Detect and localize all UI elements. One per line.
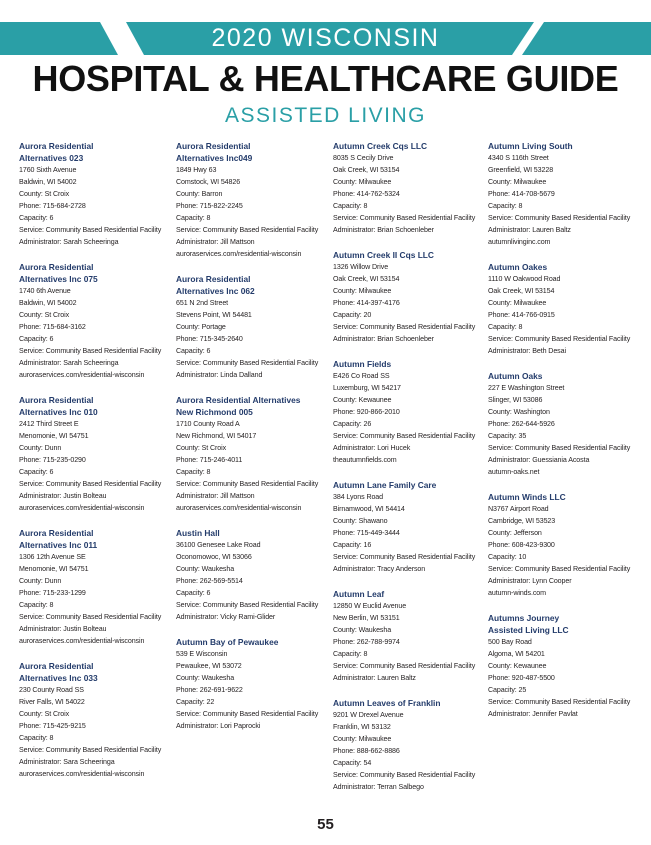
facility-detail: Capacity: 16 — [333, 541, 372, 549]
facility-entry — [19, 660, 169, 780]
facility-detail: County: Waukesha — [176, 565, 235, 573]
facility-detail: Phone: 262-788-9974 — [333, 638, 400, 646]
facility-detail: Phone: 715-235-0290 — [19, 456, 86, 464]
facility-name: Autumn Living South — [488, 141, 573, 151]
facility-detail: Phone: 262-644-5926 — [488, 420, 555, 428]
facility-detail: Service: Community Based Residential Facility — [19, 746, 162, 754]
facility-detail: 12850 W Euclid Avenue — [333, 602, 407, 610]
facility-detail: auroraservices.com/residential-wisconsin — [19, 637, 145, 645]
facility-detail: Capacity: 25 — [488, 686, 527, 694]
facility-detail: Phone: 920-866-2010 — [333, 408, 400, 416]
facility-detail: Capacity: 22 — [176, 698, 215, 706]
facility-detail: Service: Community Based Residential Facility — [19, 613, 162, 621]
facility-detail: Slinger, WI 53086 — [488, 396, 543, 404]
facility-detail: Service: Community Based Residential Facility — [333, 214, 476, 222]
facility-detail: Baldwin, WI 54002 — [19, 299, 77, 307]
facility-entry — [176, 527, 326, 623]
facility-detail: Administrator: Jill Mattson — [176, 238, 255, 246]
facility-detail: Capacity: 8 — [333, 650, 368, 658]
facility-detail: 1740 6th Avenue — [19, 287, 71, 295]
facility-detail: Phone: 715-449-3444 — [333, 529, 400, 537]
facility-detail: Phone: 414-766-0915 — [488, 311, 555, 319]
facility-detail: Phone: 715-684-2728 — [19, 202, 86, 210]
facility-detail: Phone: 715-345-2640 — [176, 335, 243, 343]
facility-entry — [333, 588, 483, 684]
facility-entry — [488, 370, 638, 478]
facility-name: Alternatives Inc 033 — [19, 673, 98, 683]
facility-entry — [333, 697, 483, 793]
facility-detail: 4340 S 116th Street — [488, 154, 549, 162]
facility-detail: Service: Community Based Residential Facility — [19, 480, 162, 488]
facility-detail: County: Waukesha — [176, 674, 235, 682]
facility-entry — [176, 273, 326, 381]
facility-detail: Administrator: Lynn Cooper — [488, 577, 572, 585]
facility-detail: Administrator: Guessiania Acosta — [488, 456, 590, 464]
listing-column-4 — [488, 140, 638, 733]
facility-detail: Phone: 262-691-9622 — [176, 686, 243, 694]
facility-detail: 227 E Washington Street — [488, 384, 565, 392]
facility-detail: E426 Co Road SS — [333, 372, 390, 380]
facility-detail: Birnamwood, WI 54414 — [333, 505, 405, 513]
facility-name: Alternatives Inc049 — [176, 153, 253, 163]
facility-name: Autumns Journey — [488, 613, 560, 623]
facility-detail: Phone: 715-233-1299 — [19, 589, 86, 597]
facility-detail: autumn-winds.com — [488, 589, 546, 597]
facility-detail: Capacity: 8 — [19, 601, 54, 609]
facility-detail: County: Dunn — [19, 577, 62, 585]
facility-entry — [176, 636, 326, 732]
facility-detail: auroraservices.com/residential-wisconsin — [19, 371, 145, 379]
facility-name: Alternatives Inc 010 — [19, 407, 98, 417]
facility-detail: Service: Community Based Residential Facility — [488, 214, 631, 222]
facility-detail: Capacity: 8 — [176, 214, 211, 222]
facility-detail: County: Dunn — [19, 444, 62, 452]
facility-entry — [333, 358, 483, 466]
facility-name: Austin Hall — [176, 528, 220, 538]
facility-detail: 1849 Hwy 63 — [176, 166, 217, 174]
facility-name: Aurora Residential — [19, 528, 94, 538]
facility-entry — [333, 140, 483, 236]
facility-detail: Administrator: Beth Desai — [488, 347, 566, 355]
facility-detail: Administrator: Linda Dalland — [176, 371, 263, 379]
page-title: HOSPITAL & HEALTHCARE GUIDE — [32, 58, 619, 99]
facility-detail: Phone: 715-822-2245 — [176, 202, 243, 210]
facility-entry — [176, 394, 326, 514]
facility-name: Alternatives Inc 075 — [19, 274, 98, 284]
facility-detail: County: Portage — [176, 323, 226, 331]
facility-detail: Phone: 414-397-4176 — [333, 299, 400, 307]
facility-entry — [488, 612, 638, 720]
facility-entry — [19, 261, 169, 381]
facility-detail: 539 E Wisconsin — [176, 650, 228, 658]
facility-detail: Capacity: 8 — [488, 202, 523, 210]
facility-detail: Phone: 715-425-9215 — [19, 722, 86, 730]
facility-detail: Administrator: Jennifer Pavlat — [488, 710, 578, 718]
facility-detail: Capacity: 35 — [488, 432, 527, 440]
facility-detail: Administrator: Lauren Baltz — [333, 674, 416, 682]
facility-detail: Administrator: Brian Schoenleber — [333, 226, 434, 234]
facility-detail: Phone: 715-684-3162 — [19, 323, 86, 331]
facility-detail: River Falls, WI 54022 — [19, 698, 85, 706]
listing-column-1 — [19, 140, 169, 793]
facility-detail: Capacity: 8 — [333, 202, 368, 210]
facility-detail: auroraservices.com/residential-wisconsin — [176, 504, 302, 512]
facility-detail: 2412 Third Street E — [19, 420, 79, 428]
facility-detail: auroraservices.com/residential-wisconsin — [176, 250, 302, 258]
facility-detail: Administrator: Vicky Rami-Glider — [176, 613, 276, 621]
facility-name: Autumn Leaves of Franklin — [333, 698, 441, 708]
facility-detail: Capacity: 6 — [19, 468, 54, 476]
facility-detail: County: Shawano — [333, 517, 388, 525]
facility-detail: 230 County Road SS — [19, 686, 84, 694]
facility-detail: Administrator: Lori Paprocki — [176, 722, 261, 730]
facility-detail: Service: Community Based Residential Facility — [333, 323, 476, 331]
facility-detail: Administrator: Sara Scheeringa — [19, 758, 115, 766]
facility-detail: 1760 Sixth Avenue — [19, 166, 77, 174]
facility-name: Autumn Oaks — [488, 371, 543, 381]
facility-detail: County: St Croix — [19, 190, 70, 198]
facility-detail: Phone: 888-662-8886 — [333, 747, 400, 755]
facility-detail: Phone: 414-762-5324 — [333, 190, 400, 198]
facility-detail: Service: Community Based Residential Facility — [488, 335, 631, 343]
facility-detail: County: St Croix — [19, 710, 70, 718]
facility-detail: Capacity: 6 — [19, 214, 54, 222]
page-number: 55 — [317, 816, 334, 833]
facility-detail: Greenfield, WI 53228 — [488, 166, 554, 174]
facility-detail: Capacity: 20 — [333, 311, 372, 319]
facility-detail: Administrator: Justin Bolteau — [19, 625, 107, 633]
facility-entry — [488, 491, 638, 599]
facility-name: Aurora Residential — [19, 395, 94, 405]
facility-detail: Service: Community Based Residential Facility — [333, 771, 476, 779]
facility-detail: Pewaukee, WI 53072 — [176, 662, 242, 670]
facility-detail: autumnlivinginc.com — [488, 238, 551, 246]
facility-detail: Capacity: 6 — [176, 589, 211, 597]
facility-detail: County: St Croix — [19, 311, 70, 319]
facility-detail: Capacity: 54 — [333, 759, 372, 767]
facility-detail: Capacity: 6 — [19, 335, 54, 343]
facility-detail: County: St Croix — [176, 444, 227, 452]
facility-detail: 8035 S Cecily Drive — [333, 154, 394, 162]
facility-detail: Phone: 262-569-5514 — [176, 577, 243, 585]
facility-detail: Franklin, WI 53132 — [333, 723, 391, 731]
facility-detail: Capacity: 8 — [176, 468, 211, 476]
facility-detail: 1306 12th Avenue SE — [19, 553, 86, 561]
facility-detail: County: Barron — [176, 190, 223, 198]
facility-detail: County: Jefferson — [488, 529, 542, 537]
facility-detail: Administrator: Terran Salbego — [333, 783, 424, 791]
facility-detail: County: Milwaukee — [333, 287, 392, 295]
facility-detail: New Richmond, WI 54017 — [176, 432, 257, 440]
facility-name: Autumn Oakes — [488, 262, 548, 272]
facility-detail: Service: Community Based Residential Facility — [333, 432, 476, 440]
facility-name: Aurora Residential — [176, 141, 251, 151]
facility-detail: Administrator: Tracy Anderson — [333, 565, 426, 573]
facility-detail: Service: Community Based Residential Facility — [488, 565, 631, 573]
facility-detail: County: Milwaukee — [488, 299, 547, 307]
facility-detail: Service: Community Based Residential Facility — [176, 710, 319, 718]
facility-name: Assisted Living LLC — [488, 625, 569, 635]
facility-detail: Administrator: Justin Bolteau — [19, 492, 107, 500]
facility-detail: Service: Community Based Residential Facility — [176, 359, 319, 367]
facility-detail: Capacity: 6 — [176, 347, 211, 355]
facility-detail: Capacity: 10 — [488, 553, 527, 561]
facility-detail: County: Kewaunee — [333, 396, 392, 404]
facility-name: Aurora Residential — [19, 141, 94, 151]
facility-detail: County: Waukesha — [333, 626, 392, 634]
facility-detail: 1326 Willow Drive — [333, 263, 389, 271]
facility-detail: Baldwin, WI 54002 — [19, 178, 77, 186]
facility-detail: Service: Community Based Residential Facility — [19, 226, 162, 234]
facility-detail: Menomonie, WI 54751 — [19, 565, 89, 573]
facility-name: Autumn Lane Family Care — [333, 480, 437, 490]
facility-detail: 1110 W Oakwood Road — [488, 275, 561, 283]
facility-detail: Service: Community Based Residential Facility — [176, 480, 319, 488]
facility-detail: County: Kewaunee — [488, 662, 547, 670]
facility-detail: 9201 W Drexel Avenue — [333, 711, 404, 719]
facility-detail: Cambridge, WI 53523 — [488, 517, 556, 525]
facility-name: New Richmond 005 — [176, 407, 253, 417]
facility-entry — [488, 140, 638, 248]
facility-detail: autumn-oaks.net — [488, 468, 540, 476]
header-banner — [0, 22, 651, 55]
facility-detail: Service: Community Based Residential Facility — [488, 444, 631, 452]
facility-detail: Comstock, WI 54826 — [176, 178, 241, 186]
facility-detail: 1710 County Road A — [176, 420, 240, 428]
facility-detail: theautumnfields.com — [333, 456, 397, 464]
facility-detail: Oak Creek, WI 53154 — [488, 287, 555, 295]
facility-detail: Phone: 608-423-9300 — [488, 541, 555, 549]
facility-detail: County: Milwaukee — [333, 178, 392, 186]
facility-entry — [19, 140, 169, 248]
facility-detail: New Berlin, WI 53151 — [333, 614, 400, 622]
facility-detail: Capacity: 26 — [333, 420, 372, 428]
facility-detail: County: Washington — [488, 408, 550, 416]
facility-name: Aurora Residential — [19, 661, 94, 671]
facility-detail: Service: Community Based Residential Facility — [333, 553, 476, 561]
facility-entry — [488, 261, 638, 357]
facility-detail: Menomonie, WI 54751 — [19, 432, 89, 440]
facility-detail: Service: Community Based Residential Facility — [19, 347, 162, 355]
listing-column-3 — [333, 140, 483, 806]
facility-detail: Oak Creek, WI 53154 — [333, 275, 400, 283]
facility-name: Aurora Residential Alternatives — [176, 395, 301, 405]
facility-name: Alternatives Inc 011 — [19, 540, 98, 550]
facility-detail: Service: Community Based Residential Facility — [488, 698, 631, 706]
facility-detail: Capacity: 8 — [19, 734, 54, 742]
section-subtitle: ASSISTED LIVING — [224, 104, 427, 127]
facility-detail: Phone: 414-708-5679 — [488, 190, 555, 198]
facility-name: Autumn Fields — [333, 359, 392, 369]
facility-detail: Phone: 715-246-4011 — [176, 456, 243, 464]
facility-detail: Stevens Point, WI 54481 — [176, 311, 252, 319]
facility-detail: Administrator: Sarah Scheeringa — [19, 359, 119, 367]
facility-detail: 500 Bay Road — [488, 638, 532, 646]
facility-detail: Administrator: Brian Schoenleber — [333, 335, 434, 343]
facility-name: Alternatives 023 — [19, 153, 84, 163]
facility-detail: Oconomowoc, WI 53066 — [176, 553, 252, 561]
facility-name: Autumn Creek Cqs LLC — [333, 141, 427, 151]
facility-entry — [176, 140, 326, 260]
facility-detail: auroraservices.com/residential-wisconsin — [19, 504, 145, 512]
facility-detail: 384 Lyons Road — [333, 493, 384, 501]
facility-detail: Administrator: Sarah Scheeringa — [19, 238, 119, 246]
facility-detail: Service: Community Based Residential Facility — [333, 662, 476, 670]
facility-detail: Service: Community Based Residential Facility — [176, 601, 319, 609]
facility-name: Autumn Bay of Pewaukee — [176, 637, 279, 647]
facility-entry — [19, 527, 169, 647]
facility-entry — [333, 249, 483, 345]
facility-detail: County: Milwaukee — [488, 178, 547, 186]
facility-entry — [19, 394, 169, 514]
facility-detail: Oak Creek, WI 53154 — [333, 166, 400, 174]
facility-detail: Administrator: Lauren Baltz — [488, 226, 571, 234]
facility-name: Aurora Residential — [176, 274, 251, 284]
facility-name: Autumn Leaf — [333, 589, 385, 599]
facility-detail: 36100 Genesee Lake Road — [176, 541, 261, 549]
facility-detail: Luxemburg, WI 54217 — [333, 384, 401, 392]
listing-column-2 — [176, 140, 326, 745]
facility-detail: Phone: 920-487-5500 — [488, 674, 555, 682]
facility-detail: Algoma, WI 54201 — [488, 650, 545, 658]
facility-detail: Administrator: Jill Mattson — [176, 492, 255, 500]
banner-title: 2020 WISCONSIN — [211, 24, 440, 52]
facility-name: Alternatives Inc 062 — [176, 286, 255, 296]
facility-detail: Administrator: Lori Hucek — [333, 444, 411, 452]
facility-detail: auroraservices.com/residential-wisconsin — [19, 770, 145, 778]
facility-detail: Capacity: 8 — [488, 323, 523, 331]
facility-entry — [333, 479, 483, 575]
facility-detail: Service: Community Based Residential Facility — [176, 226, 319, 234]
facility-name: Autumn Creek II Cqs LLC — [333, 250, 434, 260]
facility-name: Aurora Residential — [19, 262, 94, 272]
facility-detail: 651 N 2nd Street — [176, 299, 229, 307]
facility-name: Autumn Winds LLC — [488, 492, 566, 502]
facility-detail: County: Milwaukee — [333, 735, 392, 743]
facility-detail: N3767 Airport Road — [488, 505, 549, 513]
